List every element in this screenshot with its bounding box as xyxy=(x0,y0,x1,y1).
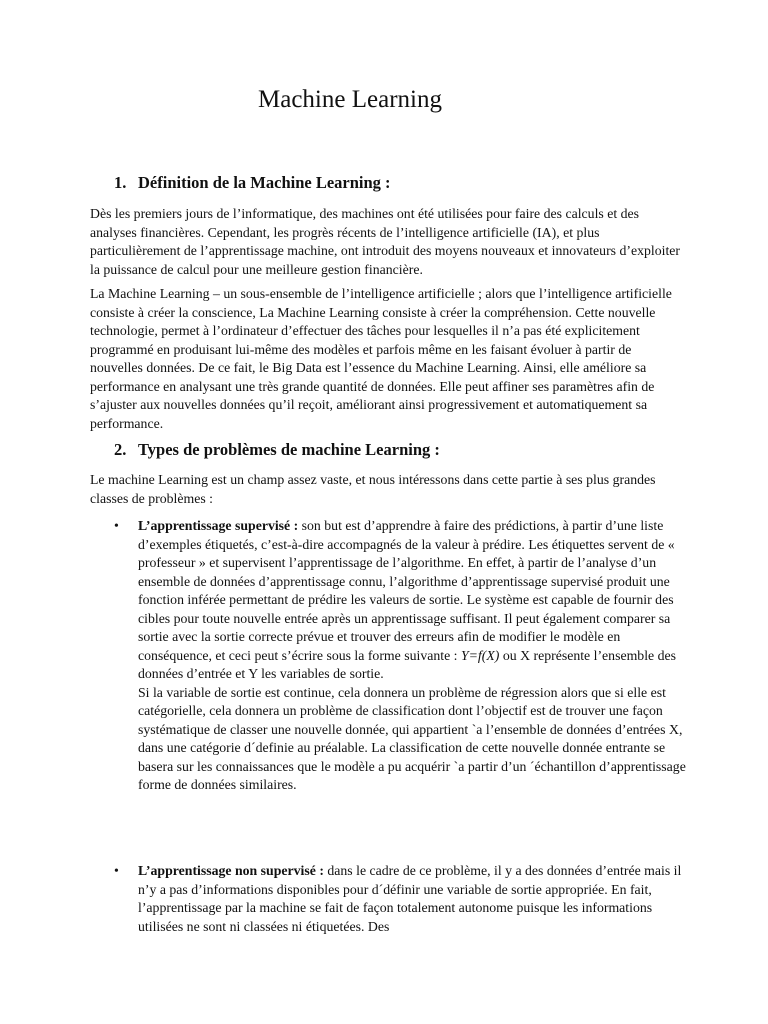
list-item-text xyxy=(138,517,686,795)
list-item-text xyxy=(138,862,686,936)
list-item-body: Si la variable de sortie est continue, cela donnera un problème de régression alors que si elle est catégorielle, cela donnera un problème de classification dont l’objectif est de trouver une façon systématique de classer une nouvelle donnée, qui appartient `a l’ensemble de données d’entrées X, dans une catégorie d´definie au préalable. La classification de cette nouvelle donnée entrante se basera sur les connaissances que le modèle a pu acquérir `a partir d’un ´échantillon d’apprentissage forme de données similaires. xyxy=(138,684,686,792)
paragraph: Dès les premiers jours de l’informatique, des machines ont été utilisées pour faire des calculs et des analyses financières. Cependant, les progrès récents de l’intelligence artificielle (IA), et plus particulièrement de l’apprentissage machine, ont introduit des moyens nouveaux et innovateurs d’exploiter la puissance de calcul pour une meilleure gestion financière. xyxy=(90,206,681,277)
list-item-body: dans le cadre de ce problème, il y a des données d’entrée mais il n’y a pas d’informations disponibles pour d´définir une variable de sortie appropriée. En fait, l’apprentissage par la machine se fait de façon totalement autonome puisque les informations utilisées ne sont ni classées ni étiquetées. Des xyxy=(138,863,682,934)
formula: Y=f(X) xyxy=(460,647,500,663)
section-heading-types xyxy=(114,440,440,460)
section-number: 2. xyxy=(114,440,127,459)
section-number: 1. xyxy=(114,173,127,192)
bullet-icon: • xyxy=(114,518,119,533)
list-item-term: L’apprentissage non supervisé : xyxy=(138,863,324,878)
list-item-body: son but est d’apprendre à faire des prédictions, à partir d’une liste d’exemples étiquetés, c’est-à-dire accompagnés de la valeur à prédire. Les étiquettes servent de « professeur » et supervisent l’apprentissage de l’algorithme. En effet, à partir de l’analyse d’un ensemble de données d’apprentissage connu, l’algorithme d’apprentissage supervisé produit une fonction inférée permettant de prédire les valeurs de sortie. Le système est capable de fournir des cibles pour toute nouvelle entrée après un apprentissage suffisant. Il peut également comparer sa sortie avec la sortie correcte prévue et trouver des erreurs afin de modifier le modèle en conséquence, et ceci peut s’écrire sous la forme suivante : xyxy=(138,518,675,663)
list-item-supervised xyxy=(114,517,686,795)
section-heading-definition xyxy=(114,173,391,193)
document-title: Machine Learning xyxy=(258,86,442,113)
section-title: Types de problèmes de machine Learning : xyxy=(138,440,440,459)
paragraph: La Machine Learning – un sous-ensemble de l’intelligence artificielle ; alors que l’intelligence artificielle consiste à créer la conscience, La Machine Learning consiste à créer la compréhension. Cette nouvelle technologie, permet à l’ordinateur d’effectuer des tâches pour lesquelles il n’a pas été explicitement programmé en produisant lui-même des modèles et parfois même en les faisant évoluer à partir de nouvelles données. De ce fait, le Big Data est l’essence du Machine Learning. Ainsi, elle améliore sa performance en analysant une très grande quantité de données. Elle peut affiner ses paramètres afin de s’ajuster aux nouvelles données qu’il reçoit, améliorant ainsi progressivement et automatiquement sa performance. xyxy=(90,286,672,431)
list-item-unsupervised xyxy=(114,862,686,936)
section-intro: Le machine Learning est un champ assez vaste, et nous intéressons dans cette partie à ses plus grandes classes de problèmes : xyxy=(90,472,656,506)
list-item-term: L’apprentissage supervisé : xyxy=(138,518,299,533)
bullet-icon: • xyxy=(114,863,119,878)
list-item-body: ou X représente l’ensemble des données d’entrée et Y les variables de sortie. xyxy=(138,647,677,681)
section-title: Définition de la Machine Learning : xyxy=(138,173,391,192)
